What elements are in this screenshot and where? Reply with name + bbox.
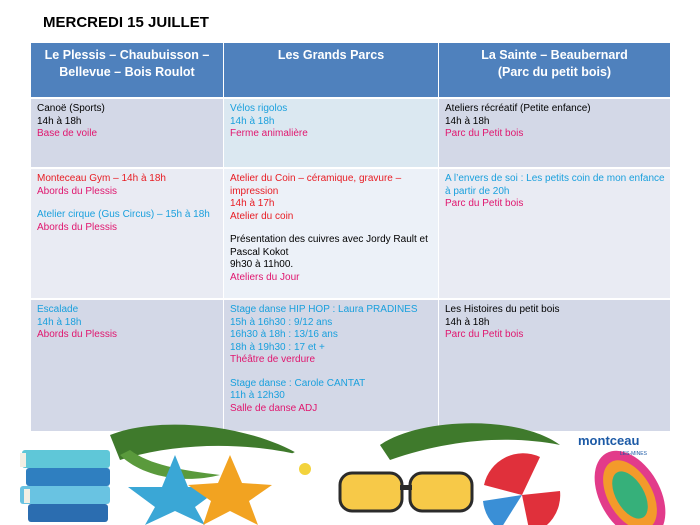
activity-time: 9h30 à 11h00.	[230, 259, 294, 270]
header-line: Bellevue – Bois Roulot	[59, 65, 195, 79]
activity-name: Atelier cirque (Gus Circus) – 15h à 18h	[37, 209, 210, 220]
table-cell	[31, 299, 224, 431]
table-row	[31, 168, 671, 299]
header-line: Le Plessis – Chaubuisson –	[44, 48, 210, 62]
table-cell	[224, 98, 439, 168]
activity-time: 14h à 18h	[445, 115, 490, 127]
activity-name: Canoë (Sports)	[37, 103, 105, 114]
summer-decoration-banner	[0, 415, 700, 525]
activity-place: Parc du Petit bois	[445, 198, 524, 209]
activity-place: Parc du Petit bois	[445, 329, 524, 340]
table-cell	[224, 299, 439, 431]
header-row	[31, 43, 671, 99]
table-cell	[31, 98, 224, 168]
table-cell	[439, 168, 671, 299]
activity-name: A l’envers de soi : Les petits coin de mon enfance	[445, 173, 665, 184]
activity-place: Atelier du coin	[230, 210, 294, 222]
sunglasses-icon	[340, 473, 472, 511]
activity-name: Monteceau Gym – 14h à 18h	[37, 173, 166, 184]
activity-time: 14h à 17h	[230, 198, 275, 209]
flower-icon	[281, 448, 330, 490]
activity-time: 16h30 à 18h : 13/16 ans	[230, 329, 338, 340]
table-cell	[439, 299, 671, 431]
header-grands-parcs	[224, 43, 439, 99]
activity-name: Vélos rigolos	[230, 103, 288, 114]
header-plessis	[31, 43, 224, 99]
activity-name: Atelier du Coin – céramique, gravure – impression	[230, 173, 402, 197]
activity-place: Ateliers du Jour	[230, 271, 300, 283]
activity-place: Base de voile	[37, 128, 98, 139]
page-title: MERCREDI 15 JUILLET	[43, 14, 209, 31]
table-cell	[31, 168, 224, 299]
activity-name: Stage danse HIP HOP : Laura PRADINES	[230, 304, 418, 315]
activity-place: Ferme animalière	[230, 128, 308, 139]
header-sainte-beaubernard	[439, 43, 671, 99]
activity-name: Escalade	[37, 304, 79, 315]
activity-time: 11h à 12h30	[230, 390, 285, 401]
header-line: Les Grands Parcs	[277, 48, 385, 62]
activity-place: Salle de danse ADJ	[230, 402, 318, 414]
beach-ball-icon	[482, 453, 562, 525]
books-stack-icon	[20, 450, 110, 522]
activity-time: 14h à 18h	[445, 316, 490, 328]
schedule-table	[30, 42, 671, 431]
logo-name: montceau	[578, 433, 640, 448]
activity-place: Théâtre de verdure	[230, 354, 316, 365]
activity-time: 15h à 16h30 : 9/12 ans	[230, 316, 333, 328]
activity-time: 14h à 18h	[230, 115, 275, 127]
activity-time: à partir de 20h	[445, 185, 510, 197]
logo-sub: LES-MINES	[620, 451, 647, 457]
activity-name: Présentation des cuivres avec Jordy Rault et Pascal Kokot	[230, 234, 428, 258]
activity-place: Abords du Plessis	[37, 329, 118, 340]
table-cell	[224, 168, 439, 299]
header-line: (Parc du petit bois)	[497, 65, 612, 79]
activity-place: Abords du Plessis	[37, 185, 118, 197]
activity-time: 18h à 19h30 : 17 et +	[230, 341, 325, 353]
activity-time: 14h à 18h	[37, 115, 82, 127]
activity-name: Ateliers récréatif (Petite enfance)	[445, 103, 591, 114]
activity-place: Parc du Petit bois	[445, 128, 524, 139]
activity-time: 14h à 18h	[37, 316, 82, 328]
activity-name: Stage danse : Carole CANTAT	[230, 377, 366, 389]
header-line: La Sainte – Beaubernard	[481, 48, 628, 62]
table-row	[31, 98, 671, 168]
activity-name: Les Histoires du petit bois	[445, 304, 560, 315]
table-cell	[439, 98, 671, 168]
activity-place: Abords du Plessis	[37, 221, 118, 233]
table-row	[31, 299, 671, 431]
